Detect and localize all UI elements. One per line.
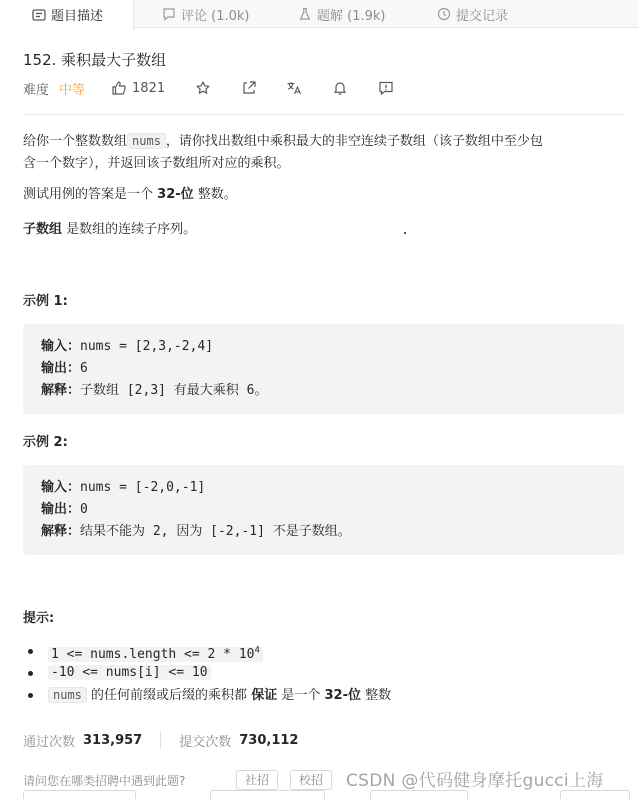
explain-value: 结果不能为 2, 因为 [-2,-1] 不是子数组。 bbox=[80, 524, 351, 539]
hints-heading: 提示: bbox=[23, 611, 55, 626]
watermark: CSDN @代码健身摩托gucci上海 bbox=[346, 771, 604, 791]
thumbs-up-icon bbox=[111, 80, 127, 96]
feedback-icon[interactable] bbox=[378, 80, 394, 96]
output-value: 6 bbox=[80, 361, 88, 376]
explain-value: 子数组 [2,3] 有最大乘积 6。 bbox=[80, 383, 268, 398]
bottom-button[interactable] bbox=[210, 790, 325, 799]
survey-option-social[interactable]: 社招 bbox=[236, 770, 278, 790]
inline-code: nums bbox=[48, 687, 87, 703]
list-item bbox=[48, 684, 391, 706]
like-button[interactable] bbox=[111, 80, 165, 96]
tab-description[interactable] bbox=[0, 0, 134, 29]
description-paragraph bbox=[23, 184, 623, 206]
divider bbox=[23, 114, 623, 115]
output-value: 0 bbox=[80, 502, 88, 517]
bell-icon[interactable] bbox=[332, 80, 348, 96]
example-box bbox=[23, 324, 624, 414]
divider bbox=[160, 731, 161, 749]
output-label: 输出： bbox=[41, 502, 81, 517]
flask-icon bbox=[298, 7, 312, 21]
input-value: nums = [-2,0,-1] bbox=[80, 480, 206, 495]
tab-label: 题目描述 bbox=[51, 9, 104, 24]
superscript: 4 bbox=[254, 646, 260, 656]
explain-label: 解释： bbox=[41, 383, 81, 398]
text: 整数。 bbox=[197, 187, 237, 202]
text: 测试用例的答案是一个 bbox=[23, 187, 154, 202]
input-label: 输入： bbox=[41, 480, 81, 495]
survey-option-campus[interactable]: 校招 bbox=[290, 770, 332, 790]
submission-stats bbox=[23, 730, 298, 750]
hint-code-text: 1 <= nums.length <= 2 * 10 bbox=[51, 647, 255, 663]
bold-text: 子数组 bbox=[23, 222, 63, 237]
input-label: 输入： bbox=[41, 339, 81, 354]
bottom-button[interactable] bbox=[370, 790, 468, 799]
example-box bbox=[23, 465, 624, 555]
inline-code: nums bbox=[127, 133, 166, 149]
output-label: 输出： bbox=[41, 361, 81, 376]
bold-text: 32-位 bbox=[157, 187, 194, 202]
tab-comments[interactable] bbox=[162, 0, 249, 28]
comment-icon bbox=[162, 7, 176, 21]
text: 整数 bbox=[365, 688, 392, 703]
submitted-count: 730,112 bbox=[239, 732, 299, 748]
survey-question: 请问您在哪类招聘中遇到此题? bbox=[23, 774, 186, 788]
explain-label: 解释： bbox=[41, 524, 81, 539]
description-paragraph bbox=[23, 130, 623, 175]
bottom-button[interactable] bbox=[23, 790, 136, 799]
text: 是一个 bbox=[281, 688, 321, 703]
tab-label: 题解 (1.9k) bbox=[317, 8, 386, 24]
problem-tabs bbox=[0, 0, 638, 28]
text: 含一个数字），并返回该子数组所对应的乘积。 bbox=[23, 156, 290, 171]
passed-count: 313,957 bbox=[83, 732, 143, 748]
problem-title: 152. 乘积最大子数组 bbox=[23, 51, 167, 69]
tab-label: 评论 (1.0k) bbox=[181, 8, 250, 24]
like-count: 1821 bbox=[132, 80, 166, 96]
example-heading: 示例 2: bbox=[23, 435, 68, 450]
hint-code: -10 <= nums[i] <= 10 bbox=[48, 665, 211, 680]
list-item bbox=[48, 640, 391, 662]
bottom-button[interactable] bbox=[560, 790, 630, 799]
description-icon bbox=[32, 8, 46, 22]
tab-solutions[interactable] bbox=[298, 0, 385, 28]
tab-label: 提交记录 bbox=[456, 8, 509, 24]
bold-text: 32-位 bbox=[324, 688, 362, 703]
description-paragraph bbox=[23, 219, 623, 241]
submitted-label: 提交次数 bbox=[179, 734, 232, 750]
star-icon[interactable] bbox=[195, 80, 211, 96]
difficulty-label: 难度 bbox=[23, 82, 50, 98]
hint-code bbox=[48, 647, 263, 662]
stray-dot bbox=[404, 232, 406, 234]
text: 的任何前缀或后缀的乘积都 bbox=[91, 688, 248, 703]
difficulty-badge: 中等 bbox=[59, 82, 86, 98]
problem-meta bbox=[23, 79, 394, 97]
text: 给你一个整数数组 bbox=[23, 134, 128, 149]
tab-submissions[interactable] bbox=[437, 0, 508, 28]
passed-label: 通过次数 bbox=[23, 734, 76, 750]
example-heading: 示例 1: bbox=[23, 294, 68, 309]
bold-text: 保证 bbox=[251, 688, 278, 703]
text: ，请你找出数组中乘积最大的非空连续子数组（该子数组中至少包 bbox=[165, 134, 543, 149]
hints-list bbox=[48, 640, 391, 706]
history-icon bbox=[437, 7, 451, 21]
list-item bbox=[48, 662, 391, 684]
translate-icon[interactable] bbox=[286, 80, 302, 96]
text: 是数组的连续子序列。 bbox=[66, 222, 197, 237]
input-value: nums = [2,3,-2,4] bbox=[80, 339, 214, 354]
share-icon[interactable] bbox=[241, 80, 257, 96]
